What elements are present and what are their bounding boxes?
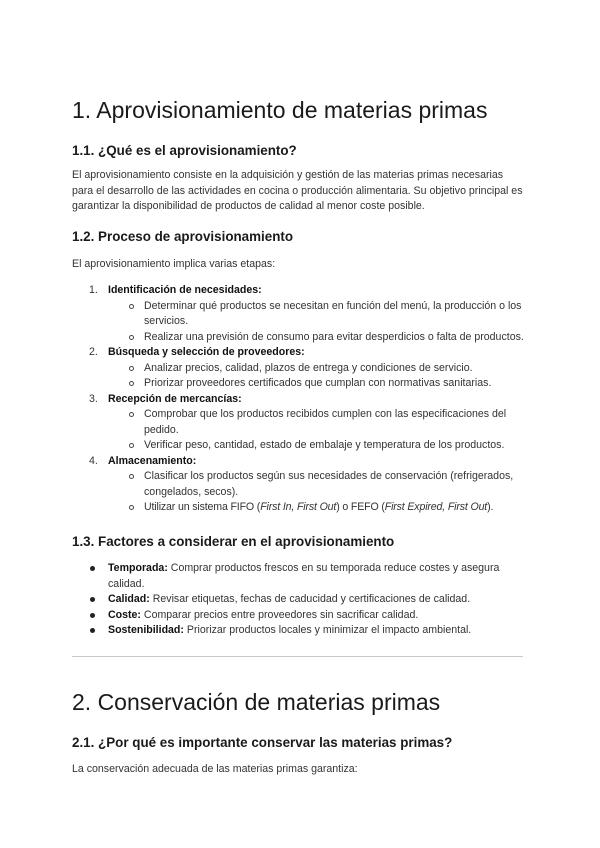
fifo-term: First In, First Out: [260, 501, 337, 513]
step-number: 2.: [89, 346, 98, 358]
factor-text: Priorizar productos locales y minimizar el impacto ambiental.: [183, 624, 472, 636]
fifo-text-post: ).: [487, 501, 494, 513]
bullet-icon: [90, 597, 95, 602]
factor-item: [72, 592, 527, 608]
step-title: Búsqueda y selección de proveedores:: [108, 346, 305, 358]
subsection-2-1-heading: 2.1. ¿Por qué es importante conservar las materias primas?: [72, 735, 453, 750]
step-title: Recepción de mercancías:: [108, 392, 242, 405]
step-subitem-text: Verificar peso, cantidad, estado de embalaje y temperatura de los productos.: [144, 439, 505, 451]
step-number: 3.: [89, 392, 98, 405]
hollow-bullet-icon: [129, 505, 134, 510]
step-subitem-text: Determinar qué productos se necesitan en función del menú, la producción o los servicios.: [144, 299, 522, 327]
hollow-bullet-icon: [129, 412, 134, 417]
bullet-icon: [90, 613, 95, 618]
bullet-icon: [90, 566, 95, 571]
fifo-text-mid: ) o FEFO (: [336, 501, 385, 513]
step-subitem: [72, 299, 527, 330]
step-number: 1.: [89, 284, 98, 296]
subsection-1-2-intro: El aprovisionamiento implica varias etapas:: [72, 258, 276, 270]
factor-label: Sostenibilidad:: [108, 624, 184, 636]
fefo-term: First Expired, First Out: [384, 501, 488, 513]
hollow-bullet-icon: [129, 366, 134, 371]
step-subitem: [72, 361, 527, 377]
factor-label: Coste:: [108, 608, 141, 621]
process-steps-list: [72, 283, 527, 516]
step-subitem-text: Realizar una previsión de consumo para evitar desperdicios o falta de productos.: [144, 330, 524, 343]
step-subitem: [72, 376, 527, 392]
hollow-bullet-icon: [129, 304, 134, 309]
hollow-bullet-icon: [129, 474, 134, 479]
subsection-1-1-heading: 1.1. ¿Qué es el aprovisionamiento?: [72, 143, 297, 158]
hollow-bullet-icon: [129, 443, 134, 448]
step-subitem-text: Priorizar proveedores certificados que cumplan con normativas sanitarias.: [144, 377, 492, 389]
factor-label: Temporada:: [108, 562, 168, 574]
step-subitem: [72, 330, 527, 346]
subsection-1-2-heading: 1.2. Proceso de aprovisionamiento: [72, 229, 294, 244]
step-subitem: [72, 500, 527, 516]
section-1-title: 1. Aprovisionamiento de materias primas: [72, 97, 488, 123]
step-subitem-text: Clasificar los productos según sus necesidades de conservación (refrigerados, congelados, secos).: [144, 470, 514, 498]
process-step: [72, 454, 527, 470]
step-subitem-text: Comprobar que los productos recibidos cumplen con las especificaciones del pedido.: [144, 408, 507, 436]
step-subitem: [72, 438, 527, 454]
bullet-icon: [90, 628, 95, 633]
section-divider: [72, 656, 523, 657]
step-title: Almacenamiento:: [108, 454, 197, 467]
fifo-text-pre: Utilizar un sistema FIFO (: [144, 501, 261, 513]
step-number: 4.: [89, 454, 98, 467]
step-title: Identificación de necesidades:: [108, 284, 262, 296]
section-2-title: 2. Conservación de materias primas: [72, 689, 441, 715]
factor-item: [72, 561, 527, 592]
factor-label: Calidad:: [108, 593, 150, 605]
step-subitem-text: Analizar precios, calidad, plazos de entrega y condiciones de servicio.: [144, 361, 473, 374]
step-subitem: [72, 469, 527, 500]
factor-text: Comprar productos frescos en su temporada reduce costes y asegura calidad.: [108, 562, 500, 590]
subsection-1-3-heading: 1.3. Factores a considerar en el aprovisionamiento: [72, 534, 395, 549]
factor-item: [72, 608, 527, 624]
factor-text: Comparar precios entre proveedores sin sacrificar calidad.: [140, 608, 419, 621]
factor-text: Revisar etiquetas, fechas de caducidad y certificaciones de calidad.: [149, 593, 471, 605]
process-step: [72, 392, 527, 408]
hollow-bullet-icon: [129, 381, 134, 386]
subsection-1-1-paragraph: El aprovisionamiento consiste en la adquisición y gestión de las materias primas necesarias para el desarrollo de las actividades en cocina o producción alimentaria. Su objetivo principal es garantizar la disponibilidad de productos de calidad al menor coste posible.: [72, 169, 523, 212]
process-step: [72, 283, 527, 299]
hollow-bullet-icon: [129, 335, 134, 340]
factors-list: [72, 561, 527, 639]
process-step: [72, 345, 527, 361]
subsection-2-1-intro: La conservación adecuada de las materias primas garantiza:: [72, 763, 358, 775]
step-subitem: [72, 407, 527, 438]
factor-item: [72, 623, 527, 639]
